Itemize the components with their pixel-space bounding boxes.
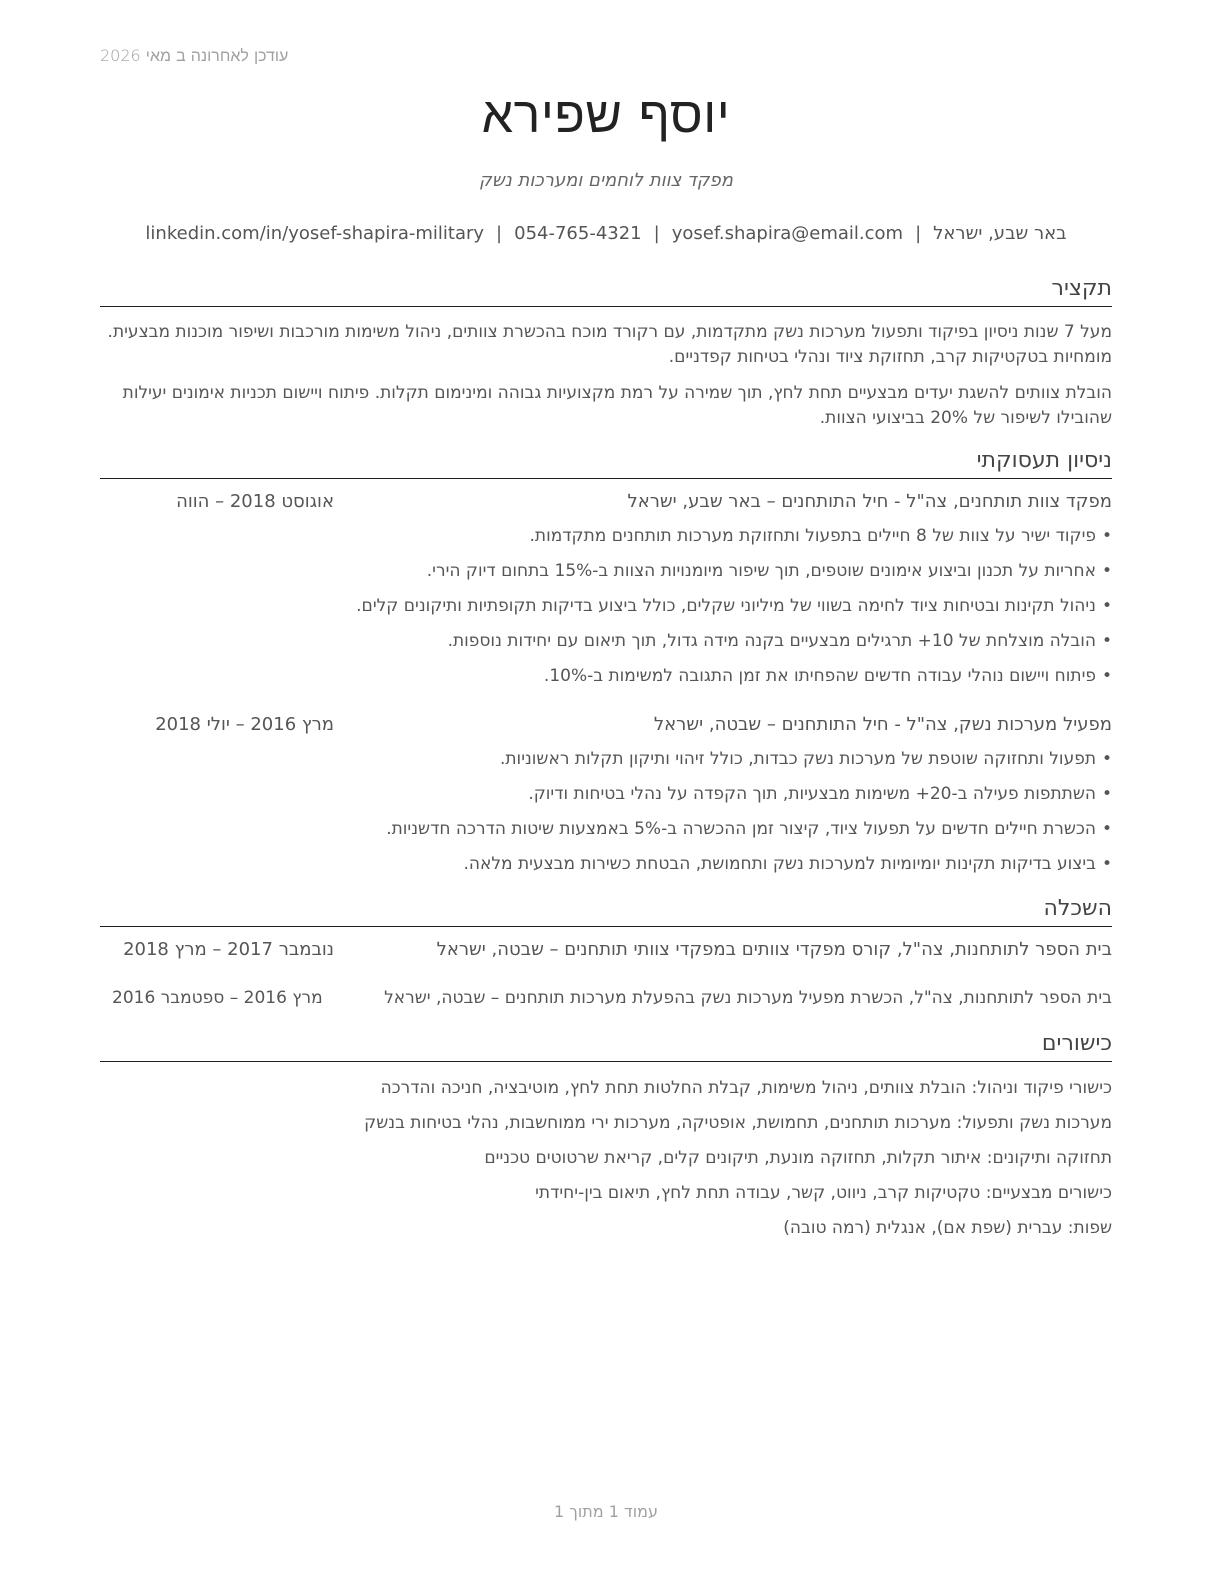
- contact-email[interactable]: yosef.shapira@email.com: [671, 223, 904, 244]
- contact-separator: |: [915, 223, 922, 244]
- summary-paragraph: מעל 7 שנות ניסיון בפיקוד ותפעול מערכות נשק מתקדמות, עם רקורד מוכח בהכשרת צוותים, ניהול משימות מורכבות ושיפור מוכנות מבצעית. מומחיות בטקטיקות קרב, תחזוקת ציוד ונהלי בטיחות קפדניים.: [107, 322, 1112, 367]
- page-number: עמוד 1 מתוך 1: [554, 1502, 658, 1521]
- education-dates: נובמבר 2017 – מרץ 2018: [123, 939, 334, 960]
- contact-separator: |: [653, 223, 660, 244]
- education-institution: בית הספר לתותחנות, צה"ל, הכשרת מפעיל מערכות נשק בהפעלת מערכות תותחנים – שבטה, ישראל: [384, 988, 1112, 1008]
- contact-phone[interactable]: 054-765-4321: [514, 223, 642, 244]
- skills-list: [100, 1075, 1112, 1250]
- education-item: [100, 939, 1112, 965]
- section-title-skills: כישורים: [100, 1029, 1112, 1062]
- section-title-experience: ניסיון תעסוקתי: [100, 446, 1112, 479]
- skill-item: שפות: עברית (שפת אם), אנגלית (רמה טובה): [783, 1218, 1112, 1238]
- job-bullet: • השתתפות פעילה ב-20+ משימות מבצעיות, תוך הקפדה על נהלי בטיחות ודיוק.: [528, 784, 1112, 804]
- skill-item: כישורים מבצעיים: טקטיקות קרב, ניווט, קשר, עבודה תחת לחץ, תיאום בין-יחידתי: [535, 1183, 1112, 1203]
- job-bullet: • הכשרת חיילים חדשים על תפעול ציוד, קיצור זמן ההכשרה ב-5% באמצעות שיטות הדרכה חדשניות.: [386, 819, 1112, 839]
- contact-separator: |: [496, 223, 503, 244]
- skill-item: תחזוקה ותיקונים: איתור תקלות, תחזוקה מונעת, תיקונים קלים, קריאת שרטוטים טכניים: [484, 1148, 1112, 1168]
- job-header: [100, 491, 1112, 517]
- candidate-name: יוסף שפירא: [481, 86, 731, 144]
- job-dates: מרץ 2016 – יולי 2018: [155, 714, 334, 735]
- section-title-summary: תקציר: [100, 274, 1112, 307]
- job-bullet: • אחריות על תכנון וביצוע אימונים שוטפים, תוך שיפור מיומנויות הצוות ב-15% בתחום דיוק הירי.: [426, 561, 1112, 581]
- job-bullet: • תפעול ותחזוקה שוטפת של מערכות נשק כבדות, כולל זיהוי ותיקון תקלות ראשוניות.: [499, 749, 1112, 769]
- education-dates: מרץ 2016 – ספטמבר 2016: [112, 988, 323, 1008]
- job-title: מפקד צוות תותחנים, צה"ל - חיל התותחנים – באר שבע, ישראל: [627, 491, 1112, 512]
- candidate-subtitle: מפקד צוות לוחמים ומערכות נשק: [479, 170, 733, 191]
- education-institution: בית הספר לתותחנות, צה"ל, קורס מפקדי צוותים במפקדי צוותי תותחנים – שבטה, ישראל: [436, 939, 1112, 960]
- last-updated: עודכן לאחרונה ב מאי 2026: [100, 46, 289, 65]
- job-title: מפעיל מערכות נשק, צה"ל - חיל התותחנים – שבטה, ישראל: [653, 714, 1112, 735]
- job-bullet: • ניהול תקינות ובטיחות ציוד לחימה בשווי של מיליוני שקלים, כולל ביצוע בדיקות תקופתיות ותיקונים קלים.: [356, 596, 1112, 616]
- contact-location: באר שבע, ישראל: [933, 223, 1067, 244]
- skill-item: כישורי פיקוד וניהול: הובלת צוותים, ניהול משימות, קבלת החלטות תחת לחץ, מוטיבציה, חניכה והדרכה: [380, 1078, 1112, 1098]
- job-bullet: • ביצוע בדיקות תקינות יומיומיות למערכות נשק ותחמושת, הבטחת כשירות מבצעית מלאה.: [463, 854, 1112, 874]
- section-title-education: השכלה: [100, 894, 1112, 927]
- job-bullets: [100, 523, 1112, 698]
- job-header: [100, 714, 1112, 740]
- summary-paragraph: הובלת צוותים להשגת יעדים מבצעיים תחת לחץ, תוך שמירה על רמת מקצועיות גבוהה ומינימום תקלות. פיתוח ויישום תכניות אימונים יעילות שהובילו לשיפור של 20% בביצועי הצוות.: [122, 383, 1112, 428]
- education-item: [100, 988, 1112, 1014]
- resume-page: [100, 0, 1112, 1584]
- contact-line: [100, 223, 1112, 244]
- job-bullet: • פיתוח ויישום נוהלי עבודה חדשים שהפחיתו את זמן התגובה למשימות ב-10%.: [543, 666, 1112, 686]
- contact-linkedin[interactable]: linkedin.com/in/yosef-shapira-military: [145, 223, 485, 244]
- skill-item: מערכות נשק ותפעול: מערכות תותחנים, תחמושת, אופטיקה, מערכות ירי ממוחשבות, נהלי בטיחות בנשק: [364, 1113, 1112, 1133]
- job-bullet: • פיקוד ישיר על צוות של 8 חיילים בתפעול ותחזוקת מערכות תותחנים מתקדמות.: [529, 526, 1112, 546]
- job-dates: אוגוסט 2018 – הווה: [176, 491, 334, 512]
- job-bullets: [100, 746, 1112, 886]
- job-bullet: • הובלה מוצלחת של 10+ תרגילים מבצעיים בקנה מידה גדול, תוך תיאום עם יחידות נוספות.: [447, 631, 1112, 651]
